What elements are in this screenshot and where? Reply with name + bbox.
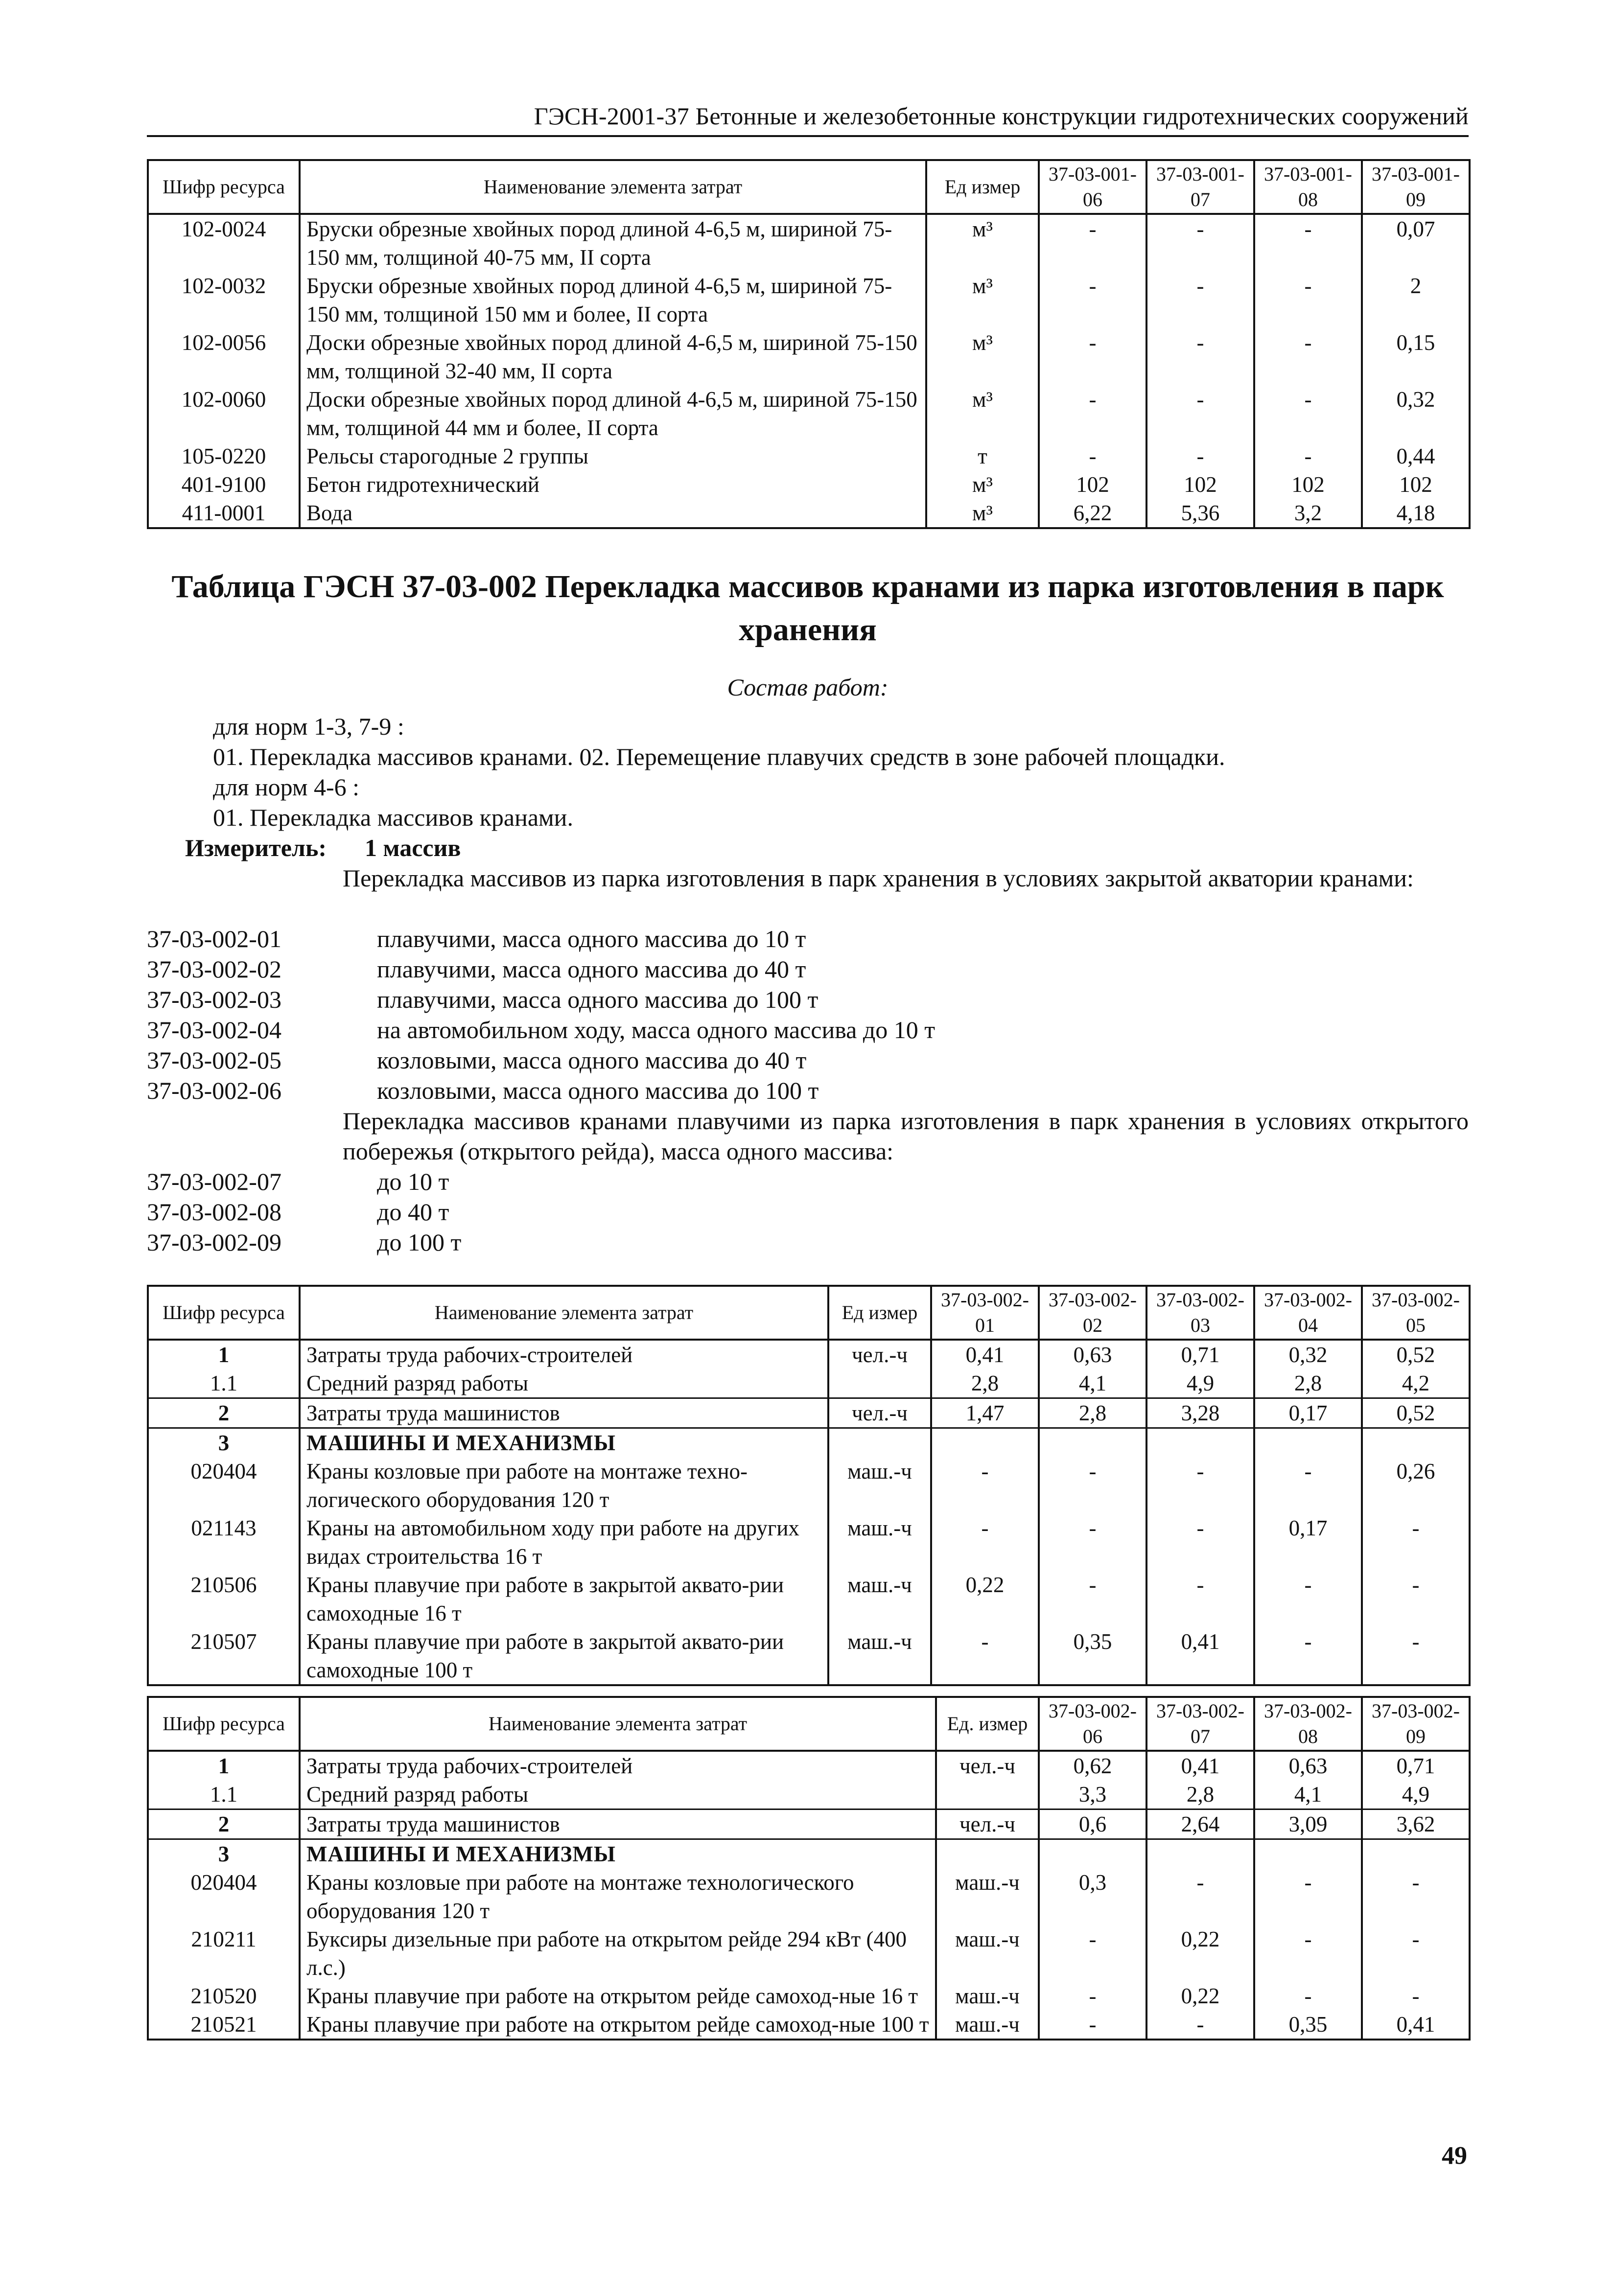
row-value: 2,8 xyxy=(1039,1398,1146,1428)
table-row xyxy=(148,1340,1470,1369)
table-row xyxy=(148,1925,1470,1982)
row-value: 2,8 xyxy=(931,1369,1039,1398)
norm-code: 37-03-002-05 xyxy=(147,1046,281,1074)
row-name: Краны плавучие при работе на открытом рейде самоход-ные 100 т xyxy=(300,2010,936,2040)
row-value: - xyxy=(1039,2010,1146,2040)
row-value: - xyxy=(1146,2010,1254,2040)
row-value: - xyxy=(1039,1514,1146,1571)
row-unit: м³ xyxy=(926,470,1039,499)
row-value: 3,2 xyxy=(1254,499,1362,528)
row-name: Доски обрезные хвойных пород длиной 4-6,5 м, шириной 75-150 мм, толщиной 44 мм и более, II сорта xyxy=(300,385,926,442)
row-value: 0,63 xyxy=(1039,1340,1146,1369)
header-norm-col: 37-03-002-01 xyxy=(931,1286,1039,1340)
row-value xyxy=(1362,1428,1470,1458)
row-value xyxy=(1039,1839,1146,1869)
row-value: - xyxy=(1362,1514,1470,1571)
table-row xyxy=(148,1809,1470,1839)
row-code: 1 xyxy=(148,1340,300,1369)
row-value: - xyxy=(1254,442,1362,470)
row-unit: маш.-ч xyxy=(936,1925,1039,1982)
header-norm-col: 37-03-002-04 xyxy=(1254,1286,1362,1340)
row-value: - xyxy=(1254,385,1362,442)
row-value: - xyxy=(1254,328,1362,385)
row-code: 401-9100 xyxy=(148,470,300,499)
row-value: 3,28 xyxy=(1146,1398,1254,1428)
row-value: - xyxy=(1362,1868,1470,1925)
norm-code: 37-03-002-03 xyxy=(147,986,281,1013)
row-name: Средний разряд работы xyxy=(300,1780,936,1809)
row-value: 4,1 xyxy=(1039,1369,1146,1398)
row-code: 102-0024 xyxy=(148,214,300,272)
row-name: Рельсы старогодные 2 группы xyxy=(300,442,926,470)
page-number: 49 xyxy=(1442,2142,1467,2170)
row-code: 1 xyxy=(148,1751,300,1780)
row-unit: чел.-ч xyxy=(936,1751,1039,1780)
table-row xyxy=(148,272,1470,328)
table-row xyxy=(148,1780,1470,1809)
row-value: - xyxy=(1039,1925,1146,1982)
row-code: 2 xyxy=(148,1398,300,1428)
table-header-row xyxy=(148,1697,1470,1751)
row-code: 210520 xyxy=(148,1982,300,2010)
work-line: для норм 1-3, 7-9 : xyxy=(213,713,404,740)
row-value: - xyxy=(1146,385,1254,442)
row-code: 105-0220 xyxy=(148,442,300,470)
norm-code: 37-03-002-06 xyxy=(147,1077,281,1104)
table-row xyxy=(148,1982,1470,2010)
header-norm-col: 37-03-001-07 xyxy=(1146,160,1254,214)
resource-table-001 xyxy=(147,159,1471,529)
row-name: Затраты труда машинистов xyxy=(300,1398,828,1428)
row-value: - xyxy=(1362,1982,1470,2010)
row-unit: маш.-ч xyxy=(936,1982,1039,2010)
table-row xyxy=(148,2010,1470,2040)
row-value: - xyxy=(1146,272,1254,328)
row-value: 3,62 xyxy=(1362,1809,1470,1839)
row-code: 102-0060 xyxy=(148,385,300,442)
norm-description: до 100 т xyxy=(377,1229,462,1256)
row-unit: маш.-ч xyxy=(936,2010,1039,2040)
norm-code: 37-03-002-02 xyxy=(147,955,281,983)
running-header xyxy=(147,98,1469,137)
row-name: Вода xyxy=(300,499,926,528)
row-value: - xyxy=(1254,1868,1362,1925)
row-value: - xyxy=(1146,328,1254,385)
work-composition-label: Состав работ: xyxy=(727,673,889,701)
row-name: Краны на автомобильном ходу при работе на других видах строительства 16 т xyxy=(300,1514,828,1571)
header-norm-col: 37-03-002-03 xyxy=(1146,1286,1254,1340)
row-code: 210521 xyxy=(148,2010,300,2040)
header-norm-col: 37-03-002-07 xyxy=(1146,1697,1254,1751)
norm-group-description: Перекладка массивов кранами плавучими из парка изготовления в парк хранения в условиях открытого побережья (открытого рейда), масса одного массива: xyxy=(343,1107,1469,1165)
row-name: Краны козловые при работе на монтаже технологического оборудования 120 т xyxy=(300,1868,936,1925)
row-value: - xyxy=(1039,442,1146,470)
row-unit: маш.-ч xyxy=(936,1868,1039,1925)
table-row xyxy=(148,499,1470,528)
header-name: Наименование элемента затрат xyxy=(300,160,926,214)
norm-description: козловыми, масса одного массива до 40 т xyxy=(377,1046,807,1074)
row-value: 0,41 xyxy=(931,1340,1039,1369)
row-value xyxy=(931,1428,1039,1458)
row-value: - xyxy=(1254,272,1362,328)
row-value: - xyxy=(1146,1514,1254,1571)
row-value: 4,18 xyxy=(1362,499,1470,528)
row-value: - xyxy=(1146,1457,1254,1514)
table-row xyxy=(148,1751,1470,1780)
norm-code: 37-03-002-01 xyxy=(147,925,281,952)
row-code: 3 xyxy=(148,1839,300,1869)
norm-code: 37-03-002-04 xyxy=(147,1016,281,1044)
row-value: 0,17 xyxy=(1254,1398,1362,1428)
header-norm-col: 37-03-001-06 xyxy=(1039,160,1146,214)
header-title: ГЭСН-2001-37 Бетонные и железобетонные конструкции гидротехнических сооружений xyxy=(534,102,1469,130)
norm-description: до 10 т xyxy=(377,1168,449,1195)
row-value: 0,52 xyxy=(1362,1398,1470,1428)
table-header-row xyxy=(148,1286,1470,1340)
row-value: 0,26 xyxy=(1362,1457,1470,1514)
header-code: Шифр ресурса xyxy=(148,1697,300,1751)
row-value: - xyxy=(1254,1571,1362,1627)
row-name: Краны плавучие при работе в закрытой аквато-рии самоходные 16 т xyxy=(300,1571,828,1627)
header-name: Наименование элемента затрат xyxy=(300,1697,936,1751)
header-unit: Ед. измер xyxy=(936,1697,1039,1751)
row-value: 3,09 xyxy=(1254,1809,1362,1839)
row-name: Затраты труда рабочих-строителей xyxy=(300,1751,936,1780)
work-line: для норм 4-6 : xyxy=(213,773,360,801)
resource-table-002-b xyxy=(147,1696,1471,2041)
row-value: - xyxy=(1254,1925,1362,1982)
norm-description: козловыми, масса одного массива до 100 т xyxy=(377,1077,819,1104)
row-value: 0,3 xyxy=(1039,1868,1146,1925)
row-unit: м³ xyxy=(926,385,1039,442)
row-value: 0,63 xyxy=(1254,1751,1362,1780)
row-value: 0,44 xyxy=(1362,442,1470,470)
row-value: - xyxy=(1146,1571,1254,1627)
row-unit: м³ xyxy=(926,214,1039,272)
table-row xyxy=(148,1369,1470,1398)
row-value: 2,8 xyxy=(1254,1369,1362,1398)
row-unit xyxy=(936,1780,1039,1809)
norm-code: 37-03-002-09 xyxy=(147,1229,281,1256)
row-value: - xyxy=(1146,1868,1254,1925)
row-value: - xyxy=(1039,1571,1146,1627)
table-row xyxy=(148,1457,1470,1514)
row-code: 3 xyxy=(148,1428,300,1458)
row-value: 0,41 xyxy=(1146,1751,1254,1780)
row-value xyxy=(1254,1428,1362,1458)
measure-label: Измеритель: xyxy=(185,834,327,861)
row-code: 1.1 xyxy=(148,1780,300,1809)
row-value: 0,35 xyxy=(1039,1627,1146,1685)
row-unit: м³ xyxy=(926,328,1039,385)
table-row xyxy=(148,1571,1470,1627)
row-value xyxy=(1146,1428,1254,1458)
row-value: 102 xyxy=(1254,470,1362,499)
row-value: - xyxy=(1254,1627,1362,1685)
row-value: 3,3 xyxy=(1039,1780,1146,1809)
row-code: 411-0001 xyxy=(148,499,300,528)
row-value xyxy=(1362,1839,1470,1869)
work-line: 01. Перекладка массивов кранами. 02. Перемещение плавучих средств в зоне рабочей площадки. xyxy=(213,743,1225,770)
norm-group-description: Перекладка массивов из парка изготовления в парк хранения в условиях закрытой акватории кранами: xyxy=(343,864,1414,892)
row-value: - xyxy=(1254,1982,1362,2010)
row-value: 0,32 xyxy=(1362,385,1470,442)
row-value: 0,22 xyxy=(1146,1925,1254,1982)
table-row xyxy=(148,1839,1470,1869)
row-code: 210506 xyxy=(148,1571,300,1627)
table-row xyxy=(148,214,1470,272)
row-value: 102 xyxy=(1362,470,1470,499)
row-value: - xyxy=(1039,214,1146,272)
row-value: - xyxy=(1039,385,1146,442)
measure-value: 1 массив xyxy=(365,834,461,861)
row-value: - xyxy=(931,1627,1039,1685)
row-code: 210211 xyxy=(148,1925,300,1982)
row-code: 1.1 xyxy=(148,1369,300,1398)
row-unit: чел.-ч xyxy=(828,1340,931,1369)
row-value: - xyxy=(1146,214,1254,272)
row-value: 2,64 xyxy=(1146,1809,1254,1839)
row-name: Буксиры дизельные при работе на открытом рейде 294 кВт (400 л.с.) xyxy=(300,1925,936,1982)
norm-code: 37-03-002-08 xyxy=(147,1198,281,1226)
row-value xyxy=(1254,1839,1362,1869)
header-norm-col: 37-03-002-08 xyxy=(1254,1697,1362,1751)
row-value: - xyxy=(1039,272,1146,328)
row-name: Затраты труда машинистов xyxy=(300,1809,936,1839)
norm-description: плавучими, масса одного массива до 10 т xyxy=(377,925,806,952)
work-line: 01. Перекладка массивов кранами. xyxy=(213,804,573,831)
row-value: 102 xyxy=(1146,470,1254,499)
row-value: - xyxy=(1254,1457,1362,1514)
row-code: 020404 xyxy=(148,1457,300,1514)
row-value: - xyxy=(931,1457,1039,1514)
row-value: 1,47 xyxy=(931,1398,1039,1428)
row-unit: т xyxy=(926,442,1039,470)
row-code: 210507 xyxy=(148,1627,300,1685)
row-value: - xyxy=(931,1514,1039,1571)
header-norm-col: 37-03-001-08 xyxy=(1254,160,1362,214)
header-norm-col: 37-03-001-09 xyxy=(1362,160,1470,214)
table-row xyxy=(148,1428,1470,1458)
row-code: 020404 xyxy=(148,1868,300,1925)
table-header-row xyxy=(148,160,1470,214)
row-name: МАШИНЫ И МЕХАНИЗМЫ xyxy=(300,1428,828,1458)
table-row xyxy=(148,1514,1470,1571)
row-code: 102-0056 xyxy=(148,328,300,385)
row-value: 0,62 xyxy=(1039,1751,1146,1780)
row-unit: м³ xyxy=(926,499,1039,528)
section-title: Таблица ГЭСН 37-03-002 Перекладка массивов кранами из парка изготовления в парк хранения xyxy=(171,569,1444,648)
table-row xyxy=(148,385,1470,442)
row-value: - xyxy=(1146,442,1254,470)
row-unit xyxy=(828,1428,931,1458)
row-value: - xyxy=(1254,214,1362,272)
row-value: 0,41 xyxy=(1362,2010,1470,2040)
row-value: 102 xyxy=(1039,470,1146,499)
row-value: 0,41 xyxy=(1146,1627,1254,1685)
row-code: 2 xyxy=(148,1809,300,1839)
row-unit: маш.-ч xyxy=(828,1457,931,1514)
row-value: 0,52 xyxy=(1362,1340,1470,1369)
row-unit xyxy=(828,1369,931,1398)
row-value: 0,32 xyxy=(1254,1340,1362,1369)
row-name: Бетон гидротехнический xyxy=(300,470,926,499)
row-value: 0,71 xyxy=(1362,1751,1470,1780)
header-code: Шифр ресурса xyxy=(148,1286,300,1340)
table-row xyxy=(148,1627,1470,1685)
row-unit: чел.-ч xyxy=(828,1398,931,1428)
row-name: Краны козловые при работе на монтаже техно-логического оборудования 120 т xyxy=(300,1457,828,1514)
header-norm-col: 37-03-002-06 xyxy=(1039,1697,1146,1751)
table-row xyxy=(148,470,1470,499)
row-value: - xyxy=(1362,1627,1470,1685)
row-value: 0,22 xyxy=(1146,1982,1254,2010)
norm-description: на автомобильном ходу, масса одного массива до 10 т xyxy=(377,1016,936,1044)
row-name: Краны плавучие при работе в закрытой аквато-рии самоходные 100 т xyxy=(300,1627,828,1685)
table-row xyxy=(148,1398,1470,1428)
row-value: - xyxy=(1039,1982,1146,2010)
row-name: Затраты труда рабочих-строителей xyxy=(300,1340,828,1369)
row-unit: маш.-ч xyxy=(828,1571,931,1627)
norm-description: плавучими, масса одного массива до 100 т xyxy=(377,986,819,1013)
row-value: - xyxy=(1039,328,1146,385)
row-value: 4,1 xyxy=(1254,1780,1362,1809)
header-norm-col: 37-03-002-05 xyxy=(1362,1286,1470,1340)
row-value: 0,22 xyxy=(931,1571,1039,1627)
row-name: МАШИНЫ И МЕХАНИЗМЫ xyxy=(300,1839,936,1869)
row-code: 021143 xyxy=(148,1514,300,1571)
row-value xyxy=(1039,1428,1146,1458)
row-value: 0,35 xyxy=(1254,2010,1362,2040)
header-unit: Ед измер xyxy=(828,1286,931,1340)
table-row xyxy=(148,1868,1470,1925)
row-name: Средний разряд работы xyxy=(300,1369,828,1398)
row-value: 0,17 xyxy=(1254,1514,1362,1571)
norm-description: до 40 т xyxy=(377,1198,449,1226)
row-name: Доски обрезные хвойных пород длиной 4-6,5 м, шириной 75-150 мм, толщиной 32-40 мм, II сорта xyxy=(300,328,926,385)
table-row xyxy=(148,442,1470,470)
header-norm-col: 37-03-002-09 xyxy=(1362,1697,1470,1751)
header-rule xyxy=(147,135,1469,137)
row-value: 4,9 xyxy=(1362,1780,1470,1809)
row-name: Бруски обрезные хвойных пород длиной 4-6,5 м, шириной 75-150 мм, толщиной 40-75 мм, II сорта xyxy=(300,214,926,272)
row-unit: маш.-ч xyxy=(828,1627,931,1685)
norm-description: плавучими, масса одного массива до 40 т xyxy=(377,955,806,983)
row-value: 0,6 xyxy=(1039,1809,1146,1839)
row-value: 4,9 xyxy=(1146,1369,1254,1398)
header-norm-col: 37-03-002-02 xyxy=(1039,1286,1146,1340)
row-unit: м³ xyxy=(926,272,1039,328)
header-code: Шифр ресурса xyxy=(148,160,300,214)
row-name: Бруски обрезные хвойных пород длиной 4-6,5 м, шириной 75-150 мм, толщиной 150 мм и более, II сорта xyxy=(300,272,926,328)
row-unit: чел.-ч xyxy=(936,1809,1039,1839)
row-value: 4,2 xyxy=(1362,1369,1470,1398)
row-value xyxy=(1146,1839,1254,1869)
row-name: Краны плавучие при работе на открытом рейде самоход-ные 16 т xyxy=(300,1982,936,2010)
row-value: 0,15 xyxy=(1362,328,1470,385)
norm-code: 37-03-002-07 xyxy=(147,1168,281,1195)
row-unit xyxy=(936,1839,1039,1869)
row-value: - xyxy=(1362,1925,1470,1982)
row-code: 102-0032 xyxy=(148,272,300,328)
row-value: - xyxy=(1039,1457,1146,1514)
row-value: 6,22 xyxy=(1039,499,1146,528)
row-value: 2,8 xyxy=(1146,1780,1254,1809)
row-value: 0,71 xyxy=(1146,1340,1254,1369)
row-value: 5,36 xyxy=(1146,499,1254,528)
row-value: 2 xyxy=(1362,272,1470,328)
row-unit: маш.-ч xyxy=(828,1514,931,1571)
row-value: - xyxy=(1362,1571,1470,1627)
row-value: 0,07 xyxy=(1362,214,1470,272)
table-row xyxy=(148,328,1470,385)
resource-table-002-a xyxy=(147,1285,1471,1686)
header-unit: Ед измер xyxy=(926,160,1039,214)
header-name: Наименование элемента затрат xyxy=(300,1286,828,1340)
